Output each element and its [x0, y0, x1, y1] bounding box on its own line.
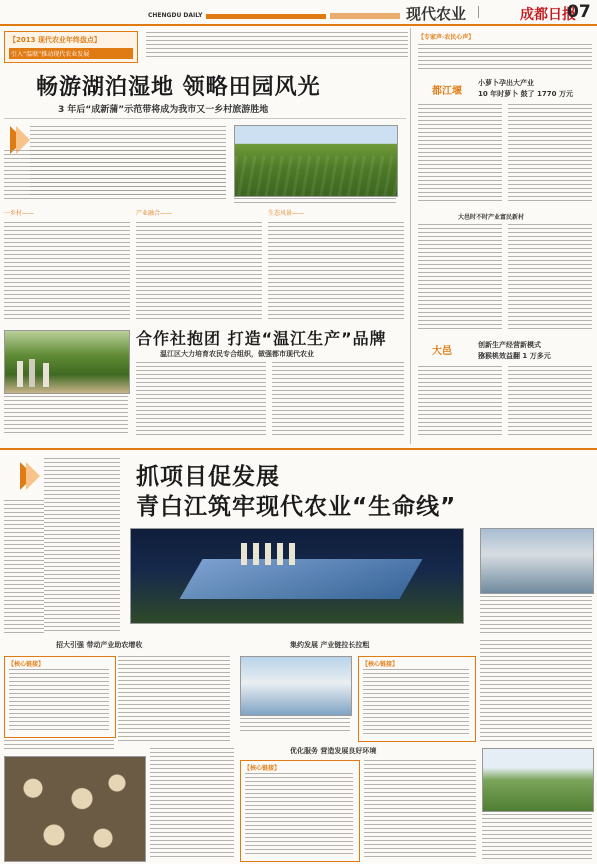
story3-col3 [480, 640, 592, 744]
item2-place: 大邑 [432, 346, 452, 357]
story1-sec-a: 一乡村—— [4, 210, 35, 217]
right-mid-heading: 大邑时不时产业富民新村 [458, 214, 525, 221]
item1-col2 [508, 104, 592, 204]
right-mid-col1 [418, 224, 502, 332]
core-link-text-2 [363, 669, 469, 737]
year-review-badge [4, 31, 138, 63]
story3-lead-text [44, 458, 120, 634]
facility-caption [240, 718, 350, 734]
story1-title: 畅游湖泊湿地 领略田园风光 [36, 75, 321, 100]
story1-col1 [4, 222, 130, 322]
facility-photo [240, 656, 352, 716]
core-link-box-3 [240, 760, 360, 862]
section-title: 现代农业 [406, 5, 467, 23]
orchard-photo [4, 330, 130, 394]
story3-note [4, 740, 114, 752]
story3-col4 [364, 760, 476, 860]
workshop-text [480, 596, 592, 636]
story1-subtitle: 3 年后“成新蒲”示范带将成为我市又一乡村旅游胜地 [58, 105, 269, 115]
story2-col1 [136, 362, 266, 436]
right-intro-text [418, 44, 592, 70]
photo-caption [234, 198, 396, 206]
item1-sub1: 小萝卜孕出大产业 [478, 79, 534, 87]
story2-col2 [272, 362, 404, 436]
mushroom-photo [4, 756, 146, 862]
story1-col3 [268, 222, 404, 322]
story2-subtitle: 温江区大力培育农民专合组织，做强都市现代农业 [160, 350, 314, 358]
story3-col1 [118, 656, 230, 742]
core-link-text [9, 669, 109, 733]
story3-sec1: 招大引强 带动产业助农增收 [56, 641, 143, 649]
story3-sec3: 优化服务 营造发展良好环境 [290, 747, 377, 755]
core-link-box-2 [358, 656, 476, 742]
item1-place: 都江堰 [432, 86, 462, 97]
story2-left-text [4, 396, 128, 436]
story1-col2 [136, 222, 262, 322]
story3-sec2: 集约发展 产业链拉长拉粗 [290, 641, 370, 649]
factory-buildings [179, 559, 422, 599]
story3-col1b [150, 748, 234, 860]
masthead-tabs [330, 13, 400, 19]
badge-line1: 【2013 现代农业年终盘点】 [9, 36, 101, 44]
greenhouse-text [482, 814, 592, 860]
crop-rows [235, 156, 397, 196]
chevron-icon [26, 462, 40, 490]
right-column-divider [410, 28, 411, 444]
core-link-tag-2: 【核心链接】 [362, 661, 399, 668]
core-link-tag: 【核心链接】 [8, 661, 45, 668]
item2-col1 [418, 366, 502, 438]
person-figure [29, 359, 35, 387]
story3-title-line2: 青白江筑牢现代农业“生命线” [136, 494, 457, 520]
story3-left-text [4, 500, 44, 634]
page-number: 07 [567, 2, 591, 22]
item2-sub2: 猕猴桃效益翻 1 万多元 [478, 352, 551, 360]
item1-col1 [418, 104, 502, 204]
story1-sec-c: 生态风景—— [268, 210, 305, 217]
right-mid-col2 [508, 224, 592, 332]
greenhouse-photo [482, 748, 594, 812]
workshop-photo [480, 528, 594, 594]
silo-towers [241, 543, 301, 565]
core-link-tag-3: 【核心链接】 [244, 765, 281, 772]
masthead-rule [0, 24, 597, 26]
farmland-photo [234, 125, 398, 197]
item1-sub2: 10 年时萝卜 鼓了 1770 万元 [478, 90, 573, 98]
badge-line2: 引入“温联”推动现代农业发展 [9, 48, 133, 59]
right-header-tag: 【专家声·农民心声】 [418, 34, 475, 41]
intro-text [146, 32, 408, 60]
story1-rule [4, 118, 406, 119]
industrial-park-rendering [130, 528, 464, 624]
person-figure [43, 363, 49, 387]
section-divider [0, 448, 597, 450]
item2-col2 [508, 366, 592, 438]
masthead-divider [478, 6, 499, 18]
masthead-orange-bar [206, 14, 326, 19]
core-link-box [4, 656, 116, 738]
paper-name: 成都日报 [520, 7, 576, 23]
story3-title-line1: 抓项目促发展 [136, 464, 280, 490]
story2-title: 合作社抱团 打造“温江生产”品牌 [136, 329, 387, 348]
item2-sub1: 创新生产经营新模式 [478, 341, 541, 349]
story1-body-text [4, 150, 226, 200]
story1-sec-b: 产业融合—— [136, 210, 173, 217]
core-link-text-3 [245, 773, 353, 857]
person-figure [17, 361, 23, 387]
brand-en: CHENGDU DAILY [148, 12, 203, 19]
